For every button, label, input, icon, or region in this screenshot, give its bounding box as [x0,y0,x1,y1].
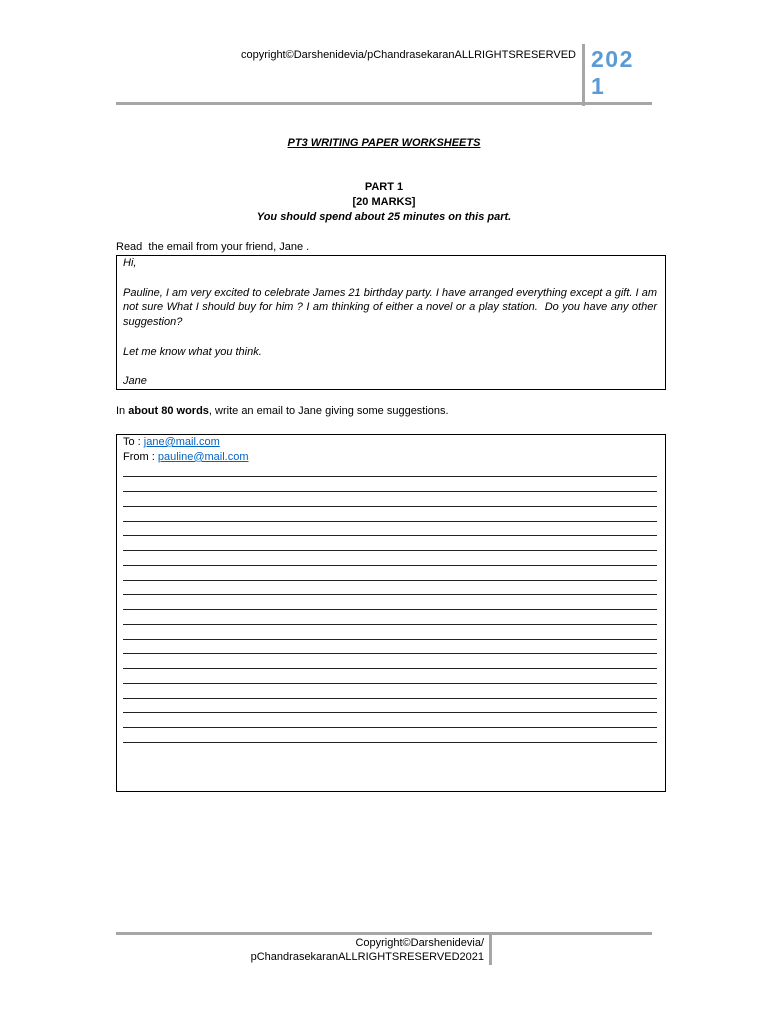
part-heading [0,180,768,225]
task2-instruction [116,404,449,418]
instruction-word-count: about 80 words [128,405,209,417]
from-label: From : [123,450,158,463]
answer-line [123,730,657,745]
answer-line [123,494,657,509]
part-time-note: You should spend about 25 minutes on this part. [256,211,512,223]
header-vertical-rule [582,44,585,106]
answer-line [123,656,657,671]
answer-line [123,583,657,598]
footer-copyright-line2: pChandrasekaranALLRIGHTSRESERVED2021 [250,951,484,963]
header-copyright: copyright©Darshenidevia/pChandrasekaranALLRIGHTSRESERVED [240,49,576,61]
footer-vertical-rule [489,935,492,965]
answer-line [123,479,657,494]
email-body: Pauline, I am very excited to celebrate James 21 birthday party. I have arranged everything except a gift. I am not sure What I should buy for him ? I am thinking of either a novel or a play station. Do you have any other suggestion? [123,286,661,328]
instruction-suffix: , write an email to Jane giving some suggestions. [208,405,449,417]
answer-line [123,612,657,627]
part-marks: [20 MARKS] [352,196,416,208]
answer-line [123,553,657,568]
header-horizontal-rule [116,102,652,105]
to-row [123,435,657,450]
to-label: To : [123,436,144,448]
footer-copyright [251,936,484,964]
to-email-link[interactable]: jane@mail.com [143,436,220,448]
answer-line [123,686,657,701]
task1-intro: Read the email from your friend, Jane . [116,241,310,253]
answer-line [123,509,657,524]
answer-line [123,701,657,716]
answer-line [123,524,657,539]
instruction-prefix: In [116,405,129,417]
reply-email-box [116,434,666,792]
footer-copyright-line1: Copyright©Darshenidevia/ [355,937,484,949]
answer-line [123,627,657,642]
answer-line [123,538,657,553]
answer-line [123,715,657,730]
answer-line [123,465,657,480]
email-greeting: Hi, [123,257,137,269]
header-year: 2021 [591,46,634,99]
worksheet-title: PT3 WRITING PAPER WORKSHEETS [287,137,481,149]
answer-line [123,671,657,686]
answer-line [123,642,657,657]
from-row [123,450,657,465]
answer-line [123,568,657,583]
answer-lines [123,465,657,745]
friend-email-box [116,255,666,390]
answer-line [123,597,657,612]
email-closing: Let me know what you think. [123,345,262,358]
email-signature: Jane [123,375,147,387]
footer-horizontal-rule [116,932,652,935]
from-email-link[interactable]: pauline@mail.com [157,450,249,463]
part-label: PART 1 [364,181,404,193]
